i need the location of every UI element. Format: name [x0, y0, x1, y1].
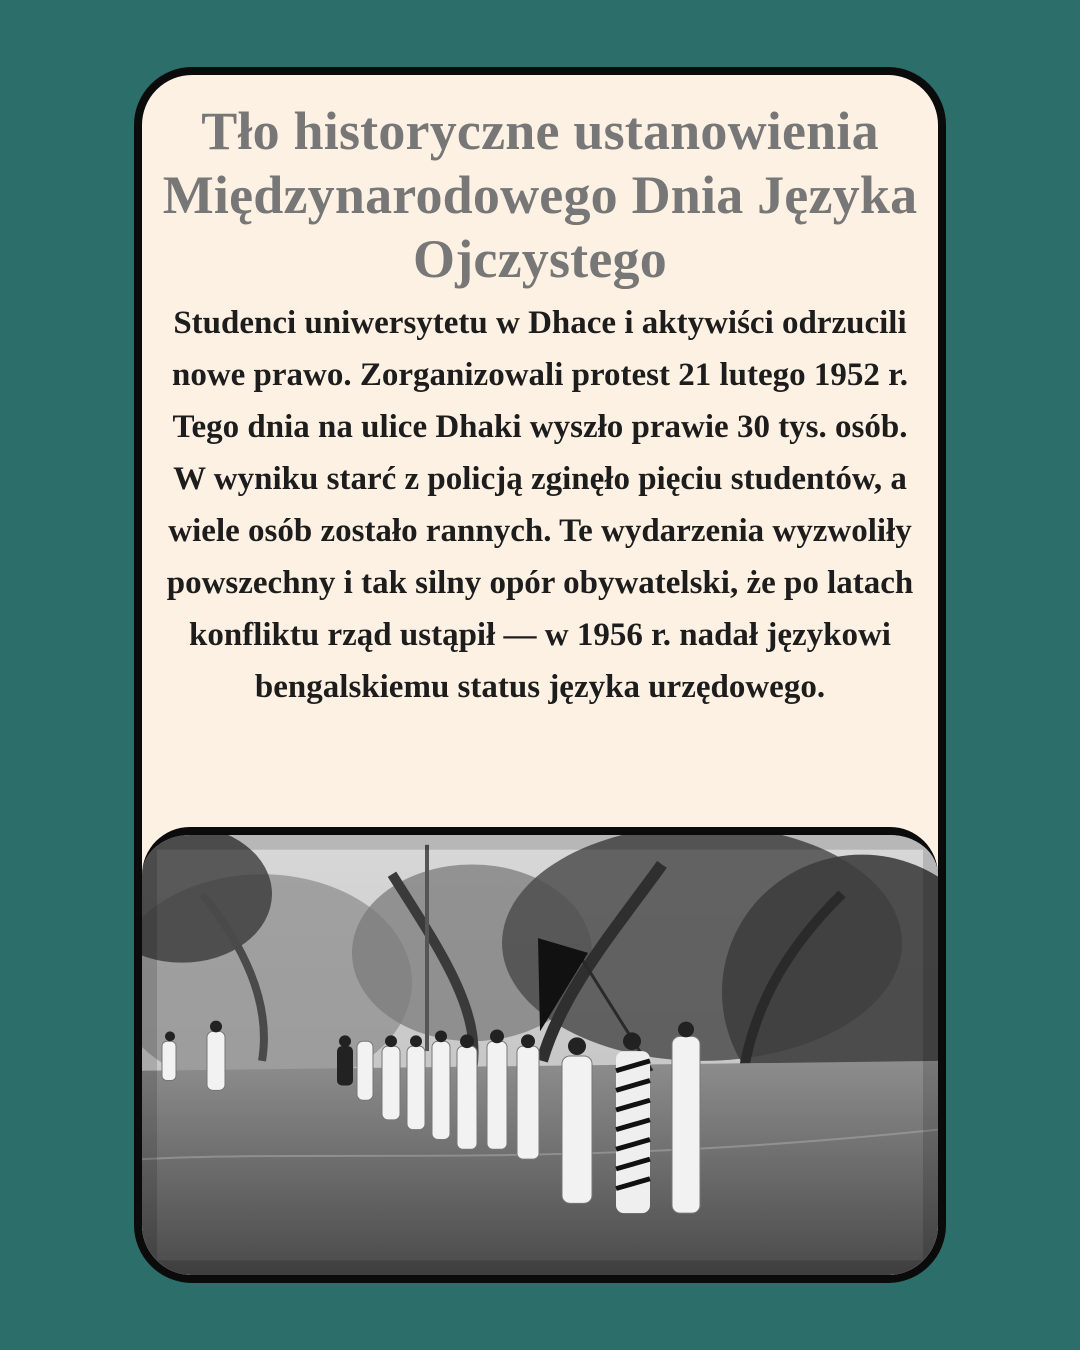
protest-march-photo — [142, 835, 938, 1275]
page-title: Tło historyczne ustanowienia Międzynarodowego Dnia Języka Ojczystego — [162, 101, 918, 289]
historical-photo — [142, 827, 938, 1275]
info-card — [134, 67, 946, 1283]
body-paragraph: Studenci uniwersytetu w Dhace i aktywiści odrzucili nowe prawo. Zorganizowali protest 21 lutego 1952 r. Tego dnia na ulice Dhaki wyszło prawie 30 tys. osób. W wyniku starć z policją zginęło pięciu studentów, a wiele osób zostało rannych. Te wydarzenia wyzwoliły powszechny i tak silny opór obywatelski, że po latach konfliktu rząd ustąpił — w 1956 r. nadał językowi bengalskiemu status języka urzędowego. — [166, 305, 914, 705]
